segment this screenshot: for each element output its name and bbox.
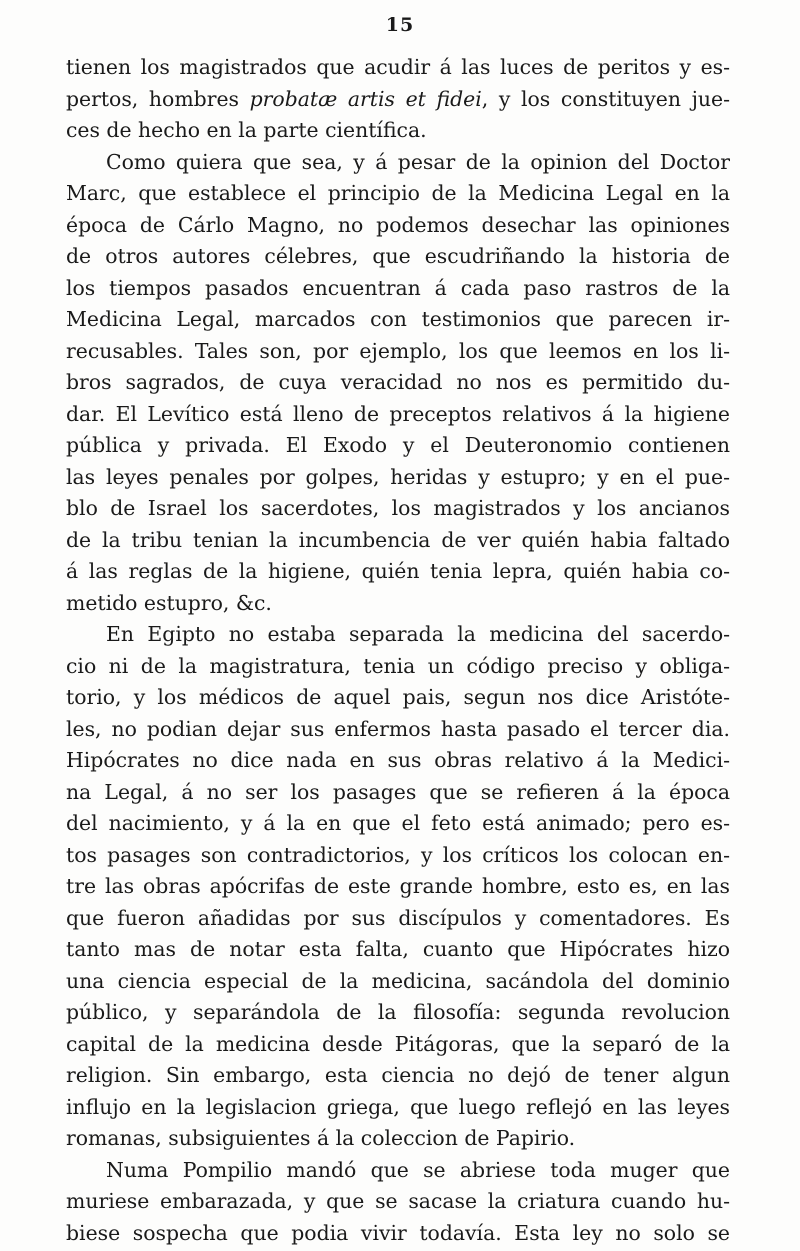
text-line: del nacimiento, y á la en que el feto está animado; pero es- [66, 811, 730, 835]
text-line: tos pasages son contradictorios, y los críticos los colocan en- [66, 842, 730, 867]
text-line: Medicina Legal, marcados con testimonios que parecen ir- [66, 307, 730, 331]
text-line: de otros autores célebres, que escudriñando la historia de [66, 244, 730, 268]
latin-phrase: probatæ artis et fidei [249, 86, 482, 111]
text-line: de la tribu tenian la incumbencia de ver quién habia faltado [66, 527, 730, 552]
text-line: influjo en la legislacion griega, que luego reflejó en las leyes [66, 1094, 730, 1119]
text-line: bros sagrados, de cuya veracidad no nos es permitido du- [66, 370, 730, 394]
text-line: á las reglas de la higiene, quién tenia lepra, quién habia co- [66, 559, 730, 583]
text-line: biese sospecha que podia vivir todavía. Esta ley no solo se [66, 1220, 730, 1245]
text-line: na Legal, á no ser los pasages que se refieren á la época [66, 779, 730, 804]
text-line: tre las obras apócrifas de este grande hombre, esto es, en las [66, 874, 730, 898]
text-line: Numa Pompilio mandó que se abriese toda muger que [106, 1157, 730, 1182]
text-line: los tiempos pasados encuentran á cada paso rastros de la [66, 275, 730, 300]
text-segment: pertos, hombres [66, 86, 250, 111]
text-line: capital de la medicina desde Pitágoras, que la separó de la [66, 1031, 730, 1056]
text-line: recusables. Tales son, por ejemplo, los que leemos en los li- [66, 338, 730, 363]
text-line: blo de Israel los sacerdotes, los magistrados y los ancianos [66, 496, 730, 520]
text-line: En Egipto no estaba separada la medicina del sacerdo- [106, 622, 730, 646]
page-number: 15 [385, 14, 415, 36]
text-line: muriese embarazada, y que se sacase la criatura cuando hu- [66, 1189, 730, 1213]
text-line: las leyes penales por golpes, heridas y estupro; y en el pue- [66, 464, 730, 489]
text-segment: , y los constituyen jue- [481, 86, 730, 111]
text-line: que fueron añadidas por sus discípulos y comentadores. Es [66, 905, 730, 930]
text-line: tienen los magistrados que acudir á las luces de peritos y es- [66, 55, 730, 79]
text-line: dar. El Levítico está lleno de preceptos relativos á la higiene [66, 401, 730, 426]
text-line: pública y privada. El Exodo y el Deuteronomio contienen [66, 433, 730, 457]
text-line: religion. Sin embargo, esta ciencia no dejó de tener algun [66, 1063, 730, 1087]
text-line: ces de hecho en la parte científica. [66, 118, 427, 142]
text-line: época de Cárlo Magno, no podemos desechar las opiniones [66, 212, 730, 237]
text-line: Marc, que establece el principio de la Medicina Legal en la [66, 181, 730, 205]
body-text [66, 52, 730, 1249]
text-line [66, 84, 730, 116]
text-line: les, no podian dejar sus enfermos hasta pasado el tercer dia. [66, 716, 730, 741]
text-line: Hipócrates no dice nada en sus obras relativo á la Medici- [66, 748, 730, 772]
text-line: romanas, subsiguientes á la coleccion de Papirio. [66, 1126, 576, 1150]
text-line: cio ni de la magistratura, tenia un código preciso y obliga- [66, 653, 730, 678]
text-line: una ciencia especial de la medicina, sacándola del dominio [66, 968, 730, 993]
text-line: Como quiera que sea, y á pesar de la opinion del Doctor [106, 149, 730, 174]
text-line: metido estupro, &c. [66, 590, 272, 615]
text-line: público, y separándola de la filosofía: segunda revolucion [66, 1000, 730, 1024]
text-line: tanto mas de notar esta falta, cuanto que Hipócrates hizo [66, 937, 730, 961]
text-line: torio, y los médicos de aquel pais, segun nos dice Aristóte- [66, 685, 730, 709]
